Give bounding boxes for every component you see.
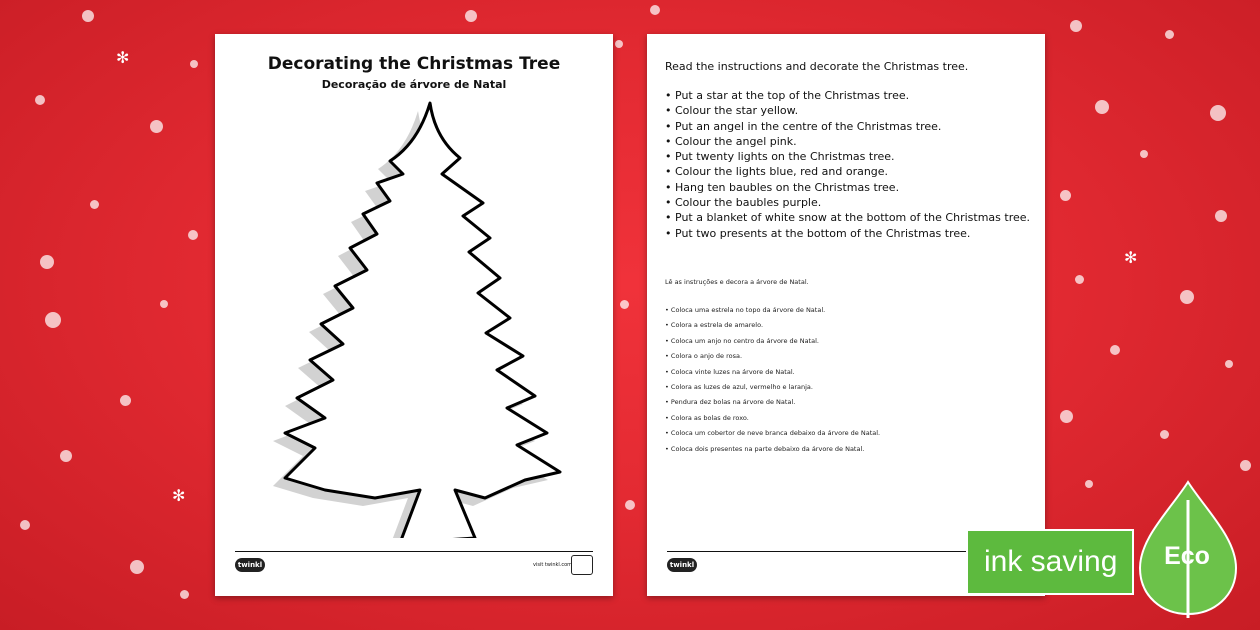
list-item: • Colora as luzes de azul, vermelho e laranja. [665, 380, 880, 395]
twinkl-logo-icon: twinkl [667, 558, 697, 572]
quality-seal-icon [571, 555, 593, 575]
snow-background: ✻ ✻ ✻ [0, 0, 1260, 630]
list-item: • Put an angel in the centre of the Christmas tree. [665, 119, 1030, 134]
list-item: • Hang ten baubles on the Christmas tree. [665, 180, 1030, 195]
instructions-intro-en: Read the instructions and decorate the Christmas tree. [665, 60, 969, 73]
list-item: • Put twenty lights on the Christmas tree. [665, 149, 1030, 164]
worksheet-title: Decorating the Christmas Tree [267, 54, 561, 74]
twinkl-logo-icon: twinkl [235, 558, 265, 572]
list-item: • Coloca dois presentes na parte debaixo da árvore de Natal. [665, 442, 880, 457]
christmas-tree-outline-icon [255, 98, 575, 538]
instructions-list-pt [665, 303, 880, 457]
list-item: • Put a blanket of white snow at the bottom of the Christmas tree. [665, 210, 1030, 225]
worksheet-subtitle: Decoração de árvore de Natal [321, 78, 507, 91]
ink-saving-banner [966, 529, 1134, 595]
instructions-intro-pt: Lê as instruções e decora a árvore de Natal. [665, 278, 809, 286]
worksheet-page-tree [215, 34, 613, 596]
list-item: • Colour the angel pink. [665, 134, 1030, 149]
list-item: • Colora a estrela de amarelo. [665, 318, 880, 333]
list-item: • Put a star at the top of the Christmas tree. [665, 88, 1030, 103]
list-item: • Coloca um anjo no centro da árvore de Natal. [665, 334, 880, 349]
footer-divider [235, 551, 593, 552]
list-item: • Put two presents at the bottom of the Christmas tree. [665, 226, 1030, 241]
list-item: • Colour the star yellow. [665, 103, 1030, 118]
instructions-list-en [665, 88, 1030, 241]
list-item: • Coloca vinte luzes na árvore de Natal. [665, 365, 880, 380]
ink-saving-label: ink saving [984, 545, 1118, 578]
list-item: • Pendura dez bolas na árvore de Natal. [665, 395, 880, 410]
list-item: • Colora as bolas de roxo. [665, 411, 880, 426]
footer-site: visit twinkl.com [533, 562, 573, 568]
list-item: • Colour the baubles purple. [665, 195, 1030, 210]
list-item: • Coloca uma estrela no topo da árvore de Natal. [665, 303, 880, 318]
list-item: • Colora o anjo de rosa. [665, 349, 880, 364]
eco-label: Eco [1164, 542, 1210, 570]
list-item: • Colour the lights blue, red and orange. [665, 164, 1030, 179]
worksheet-page-instructions [647, 34, 1045, 596]
list-item: • Coloca um cobertor de neve branca debaixo da árvore de Natal. [665, 426, 880, 441]
